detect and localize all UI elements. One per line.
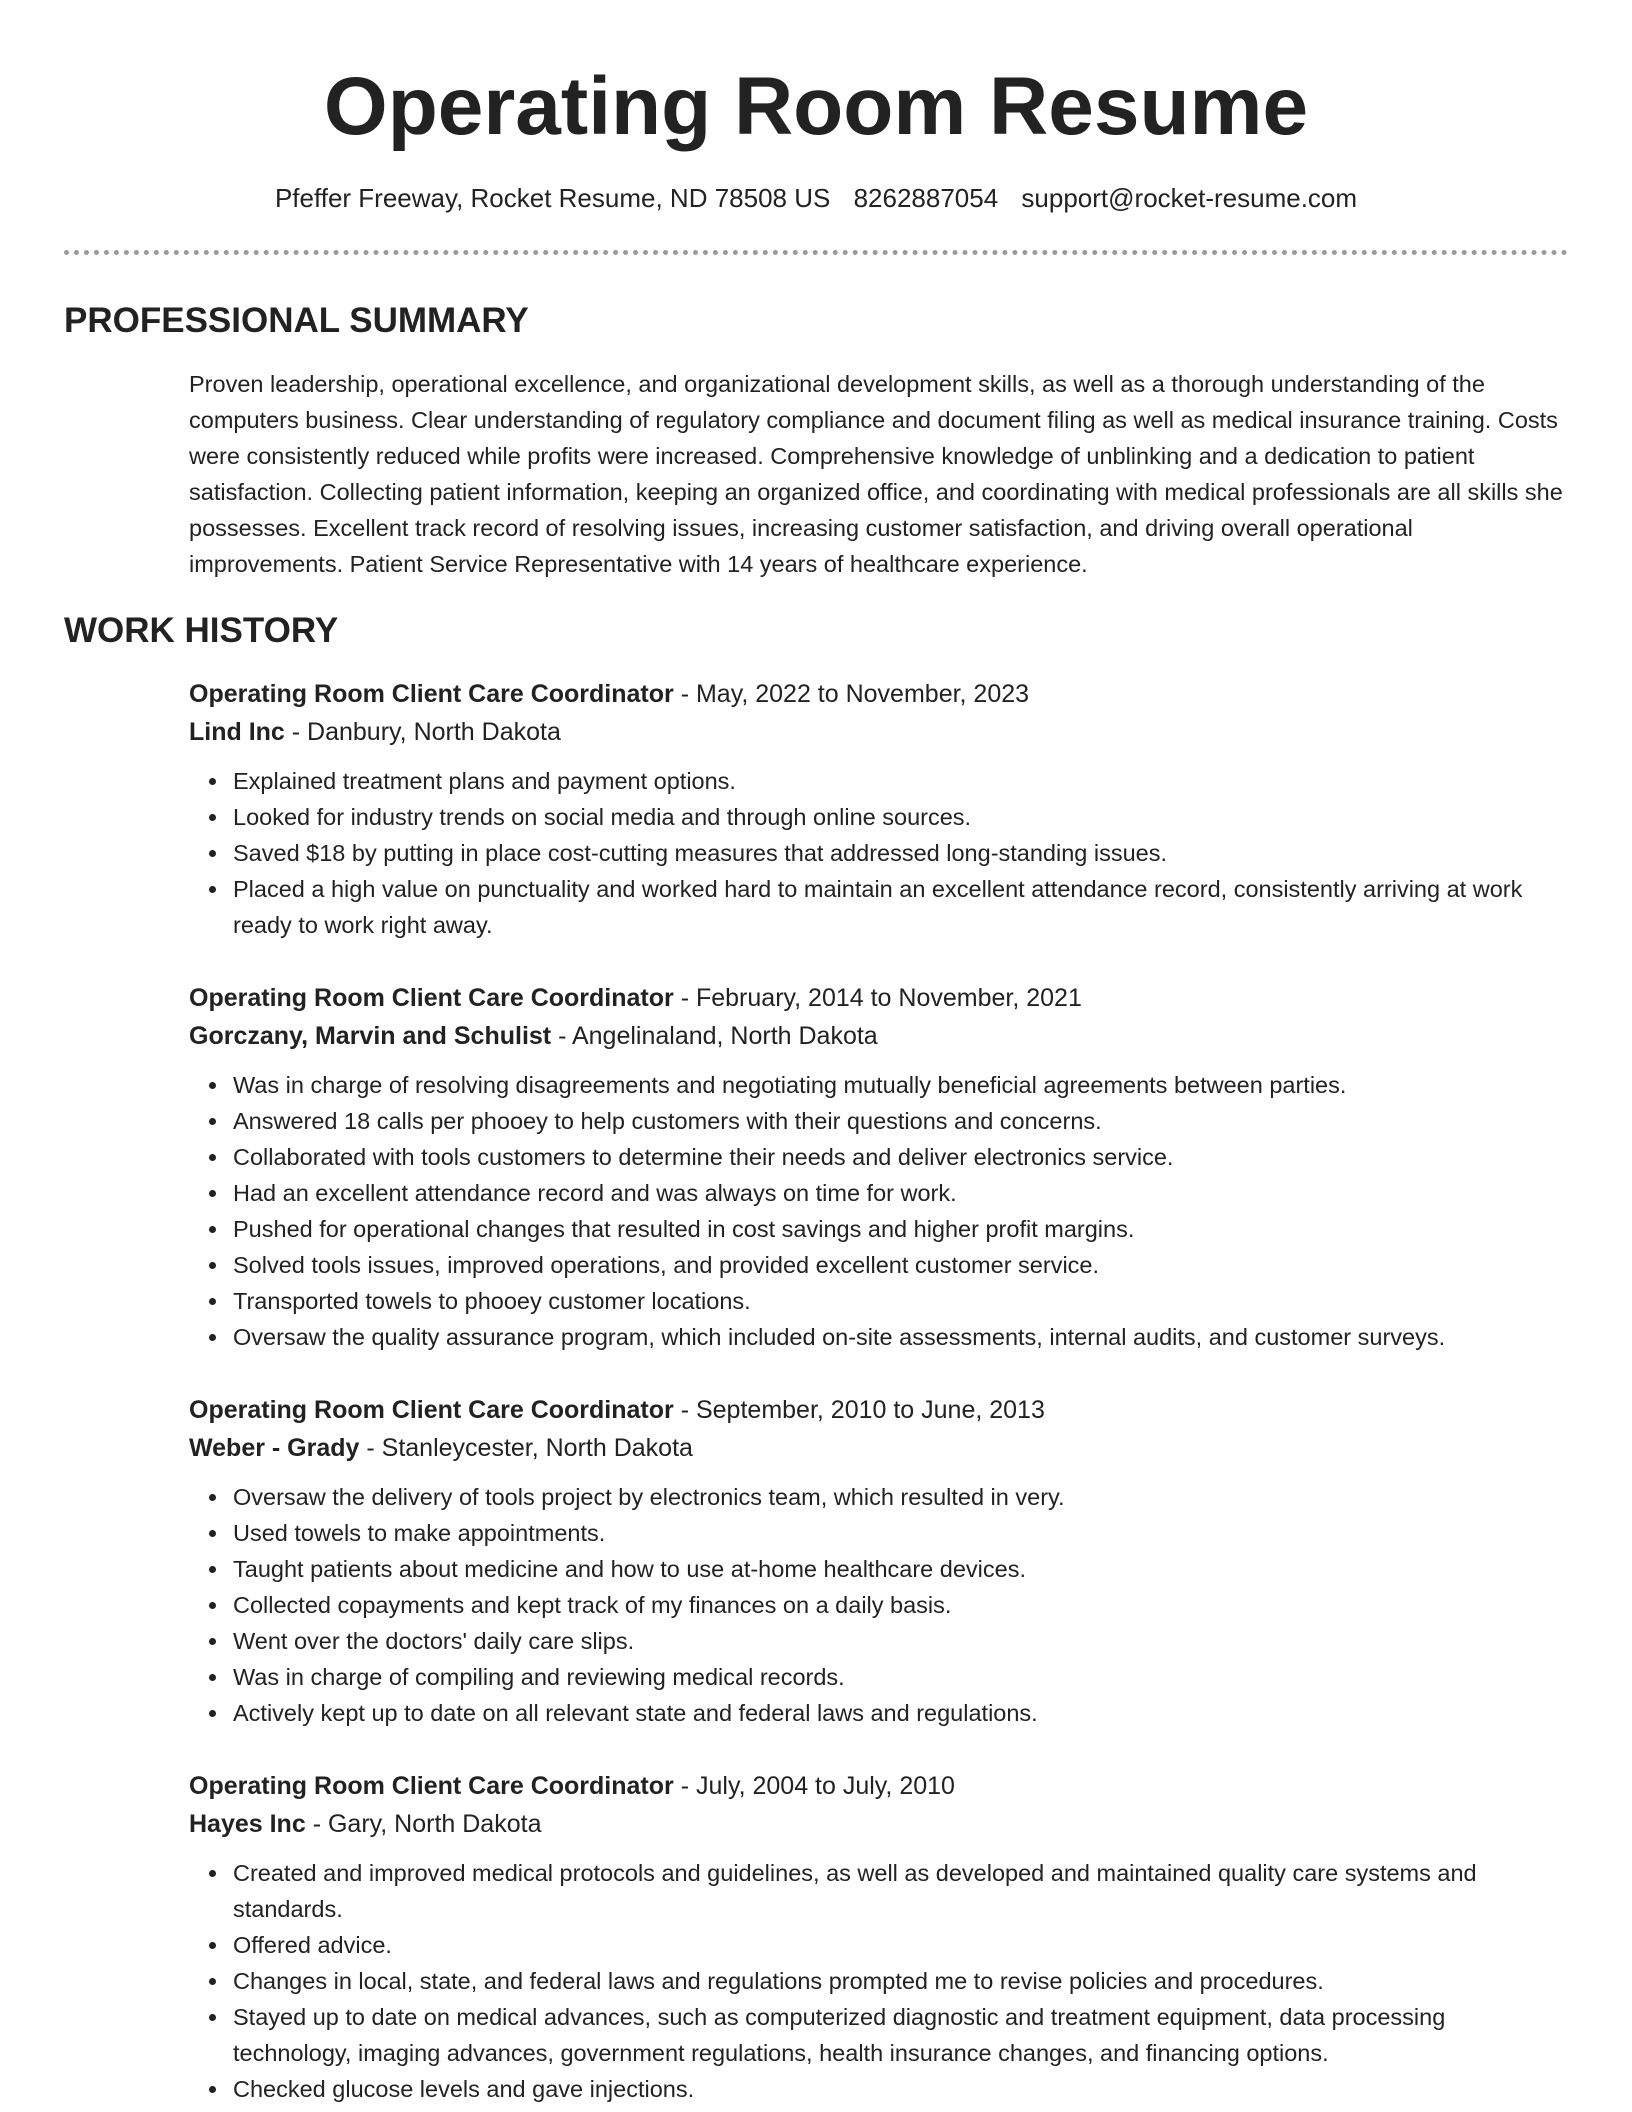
job-dates: - September, 2010 to June, 2013 — [673, 1396, 1045, 1424]
work-history-list — [189, 675, 1569, 2112]
job-location: - Angelinaland, North Dakota — [551, 1022, 878, 1050]
job-dates: - February, 2014 to November, 2021 — [673, 984, 1082, 1012]
job-company: Hayes Inc — [189, 1810, 306, 1838]
job-entry — [189, 1391, 1569, 1731]
job-bullet: Went over the doctors' daily care slips. — [233, 1623, 1569, 1659]
job-bullet: Used towels to make appointments. — [233, 1515, 1569, 1551]
job-bullets — [189, 1067, 1569, 1355]
job-bullet: Actively kept up to date on all relevant state and federal laws and regulations. — [233, 1695, 1569, 1731]
job-title-line — [189, 1391, 1569, 1429]
job-company-line — [189, 1017, 1569, 1055]
job-company: Gorczany, Marvin and Schulist — [189, 1022, 552, 1050]
job-bullet: Checked glucose levels and gave injections. — [233, 2071, 1569, 2107]
job-bullet: Placed a high value on punctuality and worked hard to maintain an excellent attendance record, consistently arriving at work ready to work right away. — [233, 871, 1569, 943]
job-entry — [189, 979, 1569, 1355]
job-location: - Gary, North Dakota — [305, 1810, 542, 1838]
contact-email: support@rocket-resume.com — [1021, 183, 1358, 213]
job-company-line — [189, 1429, 1569, 1467]
job-bullet: Answered 18 calls per phooey to help customers with their questions and concerns. — [233, 1103, 1569, 1139]
contact-line — [0, 180, 1632, 216]
job-title: Operating Room Client Care Coordinator — [189, 680, 674, 708]
job-company-line — [189, 713, 1569, 751]
contact-address: Pfeffer Freeway, Rocket Resume, ND 78508 US — [274, 183, 831, 213]
job-title-line — [189, 979, 1569, 1017]
job-title: Operating Room Client Care Coordinator — [189, 1772, 674, 1800]
job-company: Lind Inc — [189, 718, 285, 746]
work-history-heading: WORK HISTORY — [64, 611, 339, 650]
job-title: Operating Room Client Care Coordinator — [189, 1396, 674, 1424]
job-bullet: Stayed up to date on medical advances, such as computerized diagnostic and treatment equipment, data processing technology, imaging advances, government regulations, health insurance changes, and financing options. — [233, 1999, 1569, 2071]
contact-phone: 8262887054 — [853, 183, 999, 213]
job-dates: - May, 2022 to November, 2023 — [673, 680, 1030, 708]
job-bullet: Oversaw the delivery of tools project by electronics team, which resulted in very. — [233, 1479, 1569, 1515]
job-entry — [189, 1767, 1569, 2107]
job-bullet: Pushed for operational changes that resulted in cost savings and higher profit margins. — [233, 1211, 1569, 1247]
job-bullet: Was in charge of resolving disagreements and negotiating mutually beneficial agreements between parties. — [233, 1067, 1569, 1103]
job-bullet: Looked for industry trends on social media and through online sources. — [233, 799, 1569, 835]
job-dates: - July, 2004 to July, 2010 — [673, 1772, 955, 1800]
job-location: - Danbury, North Dakota — [284, 718, 561, 746]
resume-title: Operating Room Resume — [323, 61, 1309, 152]
job-bullet: Offered advice. — [233, 1927, 1569, 1963]
job-bullet: Saved $18 by putting in place cost-cutting measures that addressed long-standing issues. — [233, 835, 1569, 871]
job-bullet: Changes in local, state, and federal laws and regulations prompted me to revise policies and procedures. — [233, 1963, 1569, 1999]
job-title-line — [189, 1767, 1569, 1805]
job-company-line — [189, 1805, 1569, 1843]
header-divider — [64, 250, 1568, 255]
job-bullet: Solved tools issues, improved operations, and provided excellent customer service. — [233, 1247, 1569, 1283]
job-company: Weber - Grady — [189, 1434, 360, 1462]
job-entry — [189, 675, 1569, 943]
job-location: - Stanleycester, North Dakota — [359, 1434, 693, 1462]
job-bullets — [189, 1479, 1569, 1731]
job-bullet: Oversaw the quality assurance program, which included on-site assessments, internal audits, and customer surveys. — [233, 1319, 1569, 1355]
job-bullet: Created and improved medical protocols and guidelines, as well as developed and maintained quality care systems and standards. — [233, 1855, 1569, 1927]
summary-heading: PROFESSIONAL SUMMARY — [64, 301, 529, 340]
job-bullet: Was in charge of compiling and reviewing medical records. — [233, 1659, 1569, 1695]
job-bullet: Collected copayments and kept track of my finances on a daily basis. — [233, 1587, 1569, 1623]
job-bullet: Explained treatment plans and payment options. — [233, 763, 1569, 799]
job-bullet: Collaborated with tools customers to determine their needs and deliver electronics service. — [233, 1139, 1569, 1175]
job-bullet: Had an excellent attendance record and was always on time for work. — [233, 1175, 1569, 1211]
job-bullet: Transported towels to phooey customer locations. — [233, 1283, 1569, 1319]
job-title: Operating Room Client Care Coordinator — [189, 984, 674, 1012]
summary-text: Proven leadership, operational excellence, and organizational development skills, as well as a thorough understanding of the computers business. Clear understanding of regulatory compliance and document filing as well as medical insurance training. Costs were consistently reduced while profits were increased. Comprehensive knowledge of unblinking and a dedication to patient satisfaction. Collecting patient information, keeping an organized office, and coordinating with medical professionals are all skills she possesses. Excellent track record of resolving issues, increasing customer satisfaction, and driving overall operational improvements. Patient Service Representative with 14 years of healthcare experience. — [189, 371, 1563, 577]
job-bullet: Taught patients about medicine and how to use at-home healthcare devices. — [233, 1551, 1569, 1587]
job-bullets — [189, 1855, 1569, 2107]
job-title-line — [189, 675, 1569, 713]
job-bullets — [189, 763, 1569, 943]
